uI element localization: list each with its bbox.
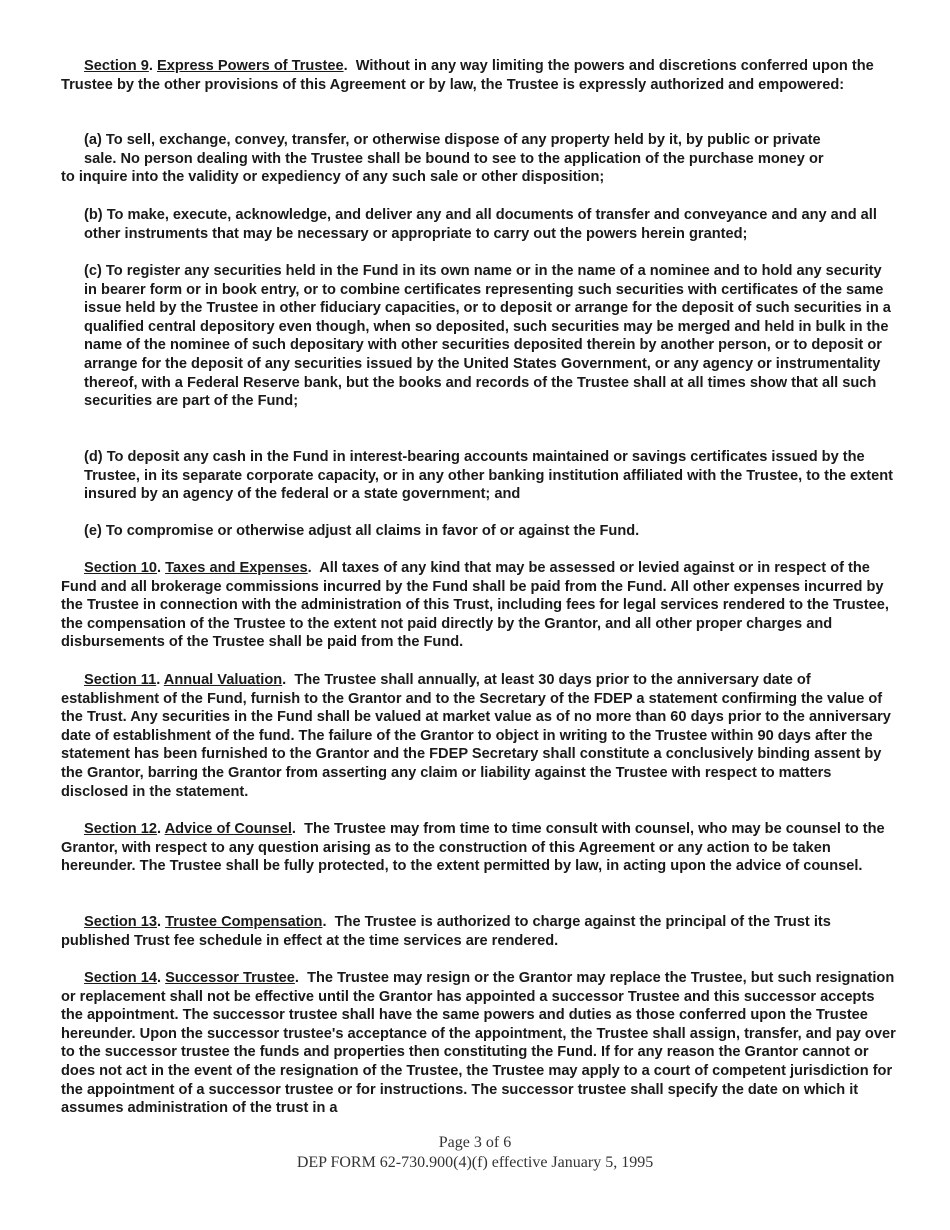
section-12-paragraph: Section 12. Advice of Counsel. The Trustee may from time to time consult with counsel, who may be counsel to the Grantor, with respect to any question arising as to the construction of this Agreement or any action to be taken hereunder. The Trustee shall be fully protected, to the extent permitted by law, in acting upon the advice of counsel. xyxy=(61,821,885,875)
section-9-title: Express Powers of Trustee xyxy=(157,58,344,74)
page-number: Page 3 of 6 xyxy=(438,1134,512,1151)
section-9-item-c: (c) To register any securities held in the Fund in its own name or in the name of a nominee and to hold any security in bearer form or in book entry, or to combine certificates representing such securities with certificates of the same issue held by the Trustee in other fiduciary capacities, or to deposit or arrange for the deposit of such securities in a qualified central depository even though, when so deposited, such securities may be merged and held in bulk in the name of the nominee of such depositary with other securities deposited therein by another person, or to deposit or arrange for the deposit of any securities issued by the United States Government, or any agency or instrumentality thereof, with a Federal Reserve bank, but the books and records of the Trustee shall at all times show that all such securities are part of the Fund; xyxy=(84,263,891,410)
section-13-paragraph: Section 13. Trustee Compensation. The Trustee is authorized to charge against the principal of the Trust its published Trust fee schedule in effect at the time services are rendered. xyxy=(61,914,831,949)
section-9-item-a-line-1: (a) To sell, exchange, convey, transfer, or otherwise dispose of any property held by it, by public or private xyxy=(84,132,821,148)
page-footer xyxy=(0,1133,950,1173)
section-12-title: Advice of Counsel xyxy=(164,821,292,837)
section-10-number: Section 10 xyxy=(84,560,157,576)
section-9-number: Section 9 xyxy=(84,58,149,74)
section-10-text: All taxes of any kind that may be assessed or levied against or in respect of the Fund and all brokerage commissions incurred by the Fund shall be paid from the Fund. All other expenses incurred by the Trustee in connection with the administration of this Trust, including fees for legal services rendered to the Trustee, the compensation of the Trustee to the extent not paid directly by the Grantor, and all other proper charges and disbursements of the Trustee shall be paid from the Fund. xyxy=(61,560,889,651)
section-13-text: The Trustee is authorized to charge against the principal of the Trust its published Trust fee schedule in effect at the time services are rendered. xyxy=(61,914,831,949)
section-14-text: The Trustee may resign or the Grantor may replace the Trustee, but such resignation or replacement shall not be effective until the Grantor has appointed a successor Trustee and this successor accepts the appointment. The successor trustee shall have the same powers and duties as those conferred upon the Trustee hereunder. Upon the successor trustee's acceptance of the appointment, the Trustee shall assign, transfer, and pay over to the successor trustee the funds and properties then constituting the Fund. If for any reason the Grantor cannot or does not act in the event of the resignation of the Trustee, the Trustee may apply to a court of competent jurisdiction for the appointment of a successor trustee or for instructions. The successor trustee shall specify the date on which it assumes administration of the trust in a xyxy=(61,970,896,1117)
form-identifier: DEP FORM 62-730.900(4)(f) effective January 5, 1995 xyxy=(296,1154,654,1171)
section-14-number: Section 14 xyxy=(84,970,157,986)
section-12-text: The Trustee may from time to time consult with counsel, who may be counsel to the Grantor, with respect to any question arising as to the construction of this Agreement or any action to be taken hereunder. The Trustee shall be fully protected, to the extent permitted by law, in acting upon the advice of counsel. xyxy=(61,821,885,875)
section-9-item-a-line-2: sale. No person dealing with the Trustee shall be bound to see to the application of the purchase money or xyxy=(84,150,824,167)
section-11-paragraph: Section 11. Annual Valuation. The Trustee shall annually, at least 30 days prior to the anniversary date of establishment of the Fund, furnish to the Grantor and to the Secretary of the FDEP a statement confirming the value of the Trust. Any securities in the Fund shall be valued at market value as of no more than 60 days prior to the anniversary date of establishment of the fund. The failure of the Grantor to object in writing to the Trustee within 90 days after the statement has been furnished to the Grantor and the FDEP Secretary shall constitute a conclusively binding assent by the Grantor, barring the Grantor from asserting any claim or liability against the Trustee with respect to matters disclosed in the statement. xyxy=(61,672,891,800)
section-10-paragraph: Section 10. Taxes and Expenses. All taxes of any kind that may be assessed or levied against or in respect of the Fund and all brokerage commissions incurred by the Fund shall be paid from the Fund. All other expenses incurred by the Trustee in connection with the administration of this Trust, including fees for legal services rendered to the Trustee, the compensation of the Trustee to the extent not paid directly by the Grantor, and all other proper charges and disbursements of the Trustee shall be paid from the Fund. xyxy=(61,560,889,651)
section-12-number: Section 12 xyxy=(84,821,157,837)
section-9-item-a-line-3: to inquire into the validity or expediency of any such sale or other disposition; xyxy=(61,169,605,186)
section-11-number: Section 11 xyxy=(84,672,157,688)
section-9-paragraph: Section 9. Express Powers of Trustee. Without in any way limiting the powers and discretions conferred upon the Trustee by the other provisions of this Agreement or by law, the Trustee is expressly authorized and empowered: xyxy=(61,58,874,93)
section-11-text: The Trustee shall annually, at least 30 days prior to the anniversary date of establishment of the Fund, furnish to the Grantor and to the Secretary of the FDEP a statement confirming the value of the Trust. Any securities in the Fund shall be valued at market value as of no more than 60 days prior to the anniversary date of establishment of the fund. The failure of the Grantor to object in writing to the Trustee within 90 days after the statement has been furnished to the Grantor and the FDEP Secretary shall constitute a conclusively binding assent by the Grantor, barring the Grantor from asserting any claim or liability against the Trustee with respect to matters disclosed in the statement. xyxy=(61,672,891,800)
section-13-number: Section 13 xyxy=(84,914,157,930)
section-10-title: Taxes and Expenses xyxy=(165,560,308,576)
section-9-item-e: (e) To compromise or otherwise adjust all claims in favor of or against the Fund. xyxy=(84,523,640,539)
section-11-title: Annual Valuation xyxy=(163,672,283,688)
section-9-item-d: (d) To deposit any cash in the Fund in interest-bearing accounts maintained or savings certificates issued by the Trustee, in its separate corporate capacity, or in any other banking institution affiliated with the Trustee, to the extent insured by an agency of the federal or a state government; and xyxy=(84,449,894,503)
section-9-item-b: (b) To make, execute, acknowledge, and deliver any and all documents of transfer and conveyance and any and all other instruments that may be necessary or appropriate to carry out the powers herein granted; xyxy=(84,207,877,242)
section-9-text: Without in any way limiting the powers and discretions conferred upon the Trustee by the other provisions of this Agreement or by law, the Trustee is expressly authorized and empowered: xyxy=(61,58,874,93)
section-13-title: Trustee Compensation xyxy=(165,914,323,930)
section-14-paragraph: Section 14. Successor Trustee. The Trustee may resign or the Grantor may replace the Trustee, but such resignation or replacement shall not be effective until the Grantor has appointed a successor Trustee and this successor accepts the appointment. The successor trustee shall have the same powers and duties as those conferred upon the Trustee hereunder. Upon the successor trustee's acceptance of the appointment, the Trustee shall assign, transfer, and pay over to the successor trustee the funds and properties then constituting the Fund. If for any reason the Grantor cannot or does not act in the event of the resignation of the Trustee, the Trustee may apply to a court of competent jurisdiction for the appointment of a successor trustee or for instructions. The successor trustee shall specify the date on which it assumes administration of the trust in a xyxy=(61,970,896,1117)
section-14-title: Successor Trustee xyxy=(165,970,295,986)
